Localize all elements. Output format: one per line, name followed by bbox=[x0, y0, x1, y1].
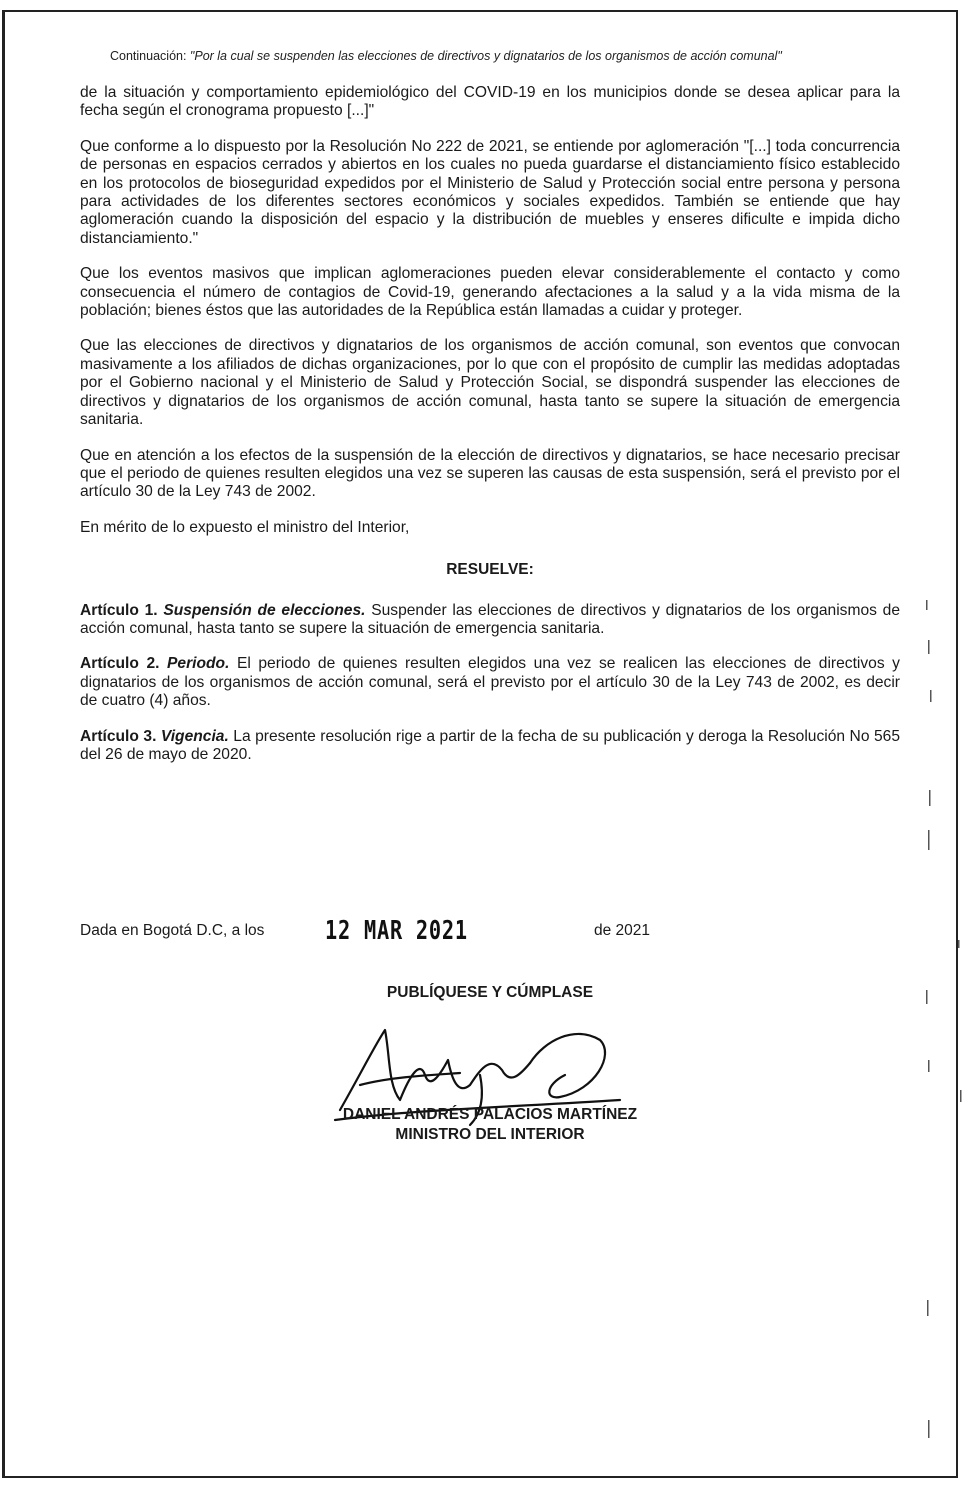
article-1-heading: Suspensión de elecciones. bbox=[163, 601, 366, 619]
article-3 bbox=[80, 728, 900, 765]
article-3-text: La presente resolución rige a partir de la fecha de su publicación y deroga la Resolución No 565 del 26 de mayo de 2020. bbox=[80, 727, 900, 763]
paragraph-periodo: Que en atención a los efectos de la suspensión de la elección de directivos y dignatarios, se hace necesario precisar que el periodo de quienes resulten elegidos una vez se superen las causas de esta suspensión, será el previsto por el artículo 30 de la Ley 743 de 2002. bbox=[80, 446, 900, 501]
article-2-text: El periodo de quienes resulten elegidos una vez se realicen las elecciones de directivos y dignatarios de los organismos de acción comunal, será el previsto por el artículo 30 de la Ley 743 de 2002, es decir de cuatro (4) años. bbox=[80, 655, 900, 710]
signer-title: MINISTRO DEL INTERIOR bbox=[395, 1126, 585, 1143]
closing-formula: PUBLÍQUESE Y CÚMPLASE bbox=[386, 984, 594, 1001]
article-1 bbox=[80, 602, 900, 639]
article-3-heading: Vigencia. bbox=[160, 727, 229, 745]
document-body bbox=[80, 84, 900, 781]
header-title: "Por la cual se suspenden las elecciones de directivos y dignatarios de los organismos de acción comunal" bbox=[189, 49, 782, 63]
continuation-header bbox=[110, 49, 870, 63]
article-2-heading: Periodo. bbox=[167, 655, 230, 673]
paragraph-elecciones: Que las elecciones de directivos y dignatarios de los organismos de acción comunal, son eventos que convocan masivamente a los afiliados de dichas organizaciones, por lo que con el propósito de cumplir las medidas adoptadas por el Gobierno nacional y el Ministerio de Salud y Protección Social, se dispondrá suspender las elecciones de directivos y dignatarios de los organismos de acción comunal, hasta tanto se supere la situación de emergencia sanitaria. bbox=[80, 337, 900, 429]
date-label: Dada en Bogotá D.C, a los bbox=[80, 922, 265, 939]
article-2-number: Artículo 2. bbox=[80, 655, 160, 673]
paragraph-aglomeracion: Que conforme a lo dispuesto por la Resolución No 222 de 2021, se entiende por aglomeración "[...] toda concurrencia de personas en espacios cerrados y abiertos en los cuales no pueda guardarse el distanciamiento físico establecido en los protocolos de bioseguridad expedidos por el Ministerio de Salud y Protección social entre persona y persona para actividades de los diferentes sectores económicos y sociales expedidos. También se entiende que hay aglomeración cuando la disposición del espacio y la distribución de muebles y enseres dificulte e impida dicho distanciamiento." bbox=[80, 137, 900, 247]
paragraph-continuation: de la situación y comportamiento epidemiológico del COVID-19 en los municipios donde se desea aplicar para la fecha según el cronograma propuesto [...]" bbox=[80, 84, 900, 120]
scan-noise bbox=[858, 0, 968, 1494]
paragraph-merito: En mérito de lo expuesto el ministro del Interior, bbox=[80, 518, 410, 536]
date-line bbox=[80, 916, 900, 952]
article-1-number: Artículo 1. bbox=[80, 601, 158, 619]
signer-name: DANIEL ANDRÉS PALACIOS MARTÍNEZ bbox=[342, 1106, 638, 1123]
resolve-title: RESUELVE: bbox=[446, 561, 534, 579]
article-2 bbox=[80, 655, 900, 710]
header-prefix: Continuación: bbox=[110, 49, 190, 63]
paragraph-eventos-masivos: Que los eventos masivos que implican aglomeraciones pueden elevar considerablemente el contacto y como consecuencia el número de contagios de Covid-19, generando afectaciones a la salud y a la vida misma de la población; bienes éstos que las autoridades de la República están llamadas a cuidar y proteger. bbox=[80, 265, 900, 320]
date-year: de 2021 bbox=[594, 922, 651, 939]
article-3-number: Artículo 3. bbox=[80, 727, 157, 745]
date-stamp: 12 MAR 2021 bbox=[325, 916, 468, 946]
article-1-text: Suspender las elecciones de directivos y dignatarios de los organismos de acción comunal, hasta tanto se supere la situación de emergencia sanitaria. bbox=[80, 601, 900, 637]
